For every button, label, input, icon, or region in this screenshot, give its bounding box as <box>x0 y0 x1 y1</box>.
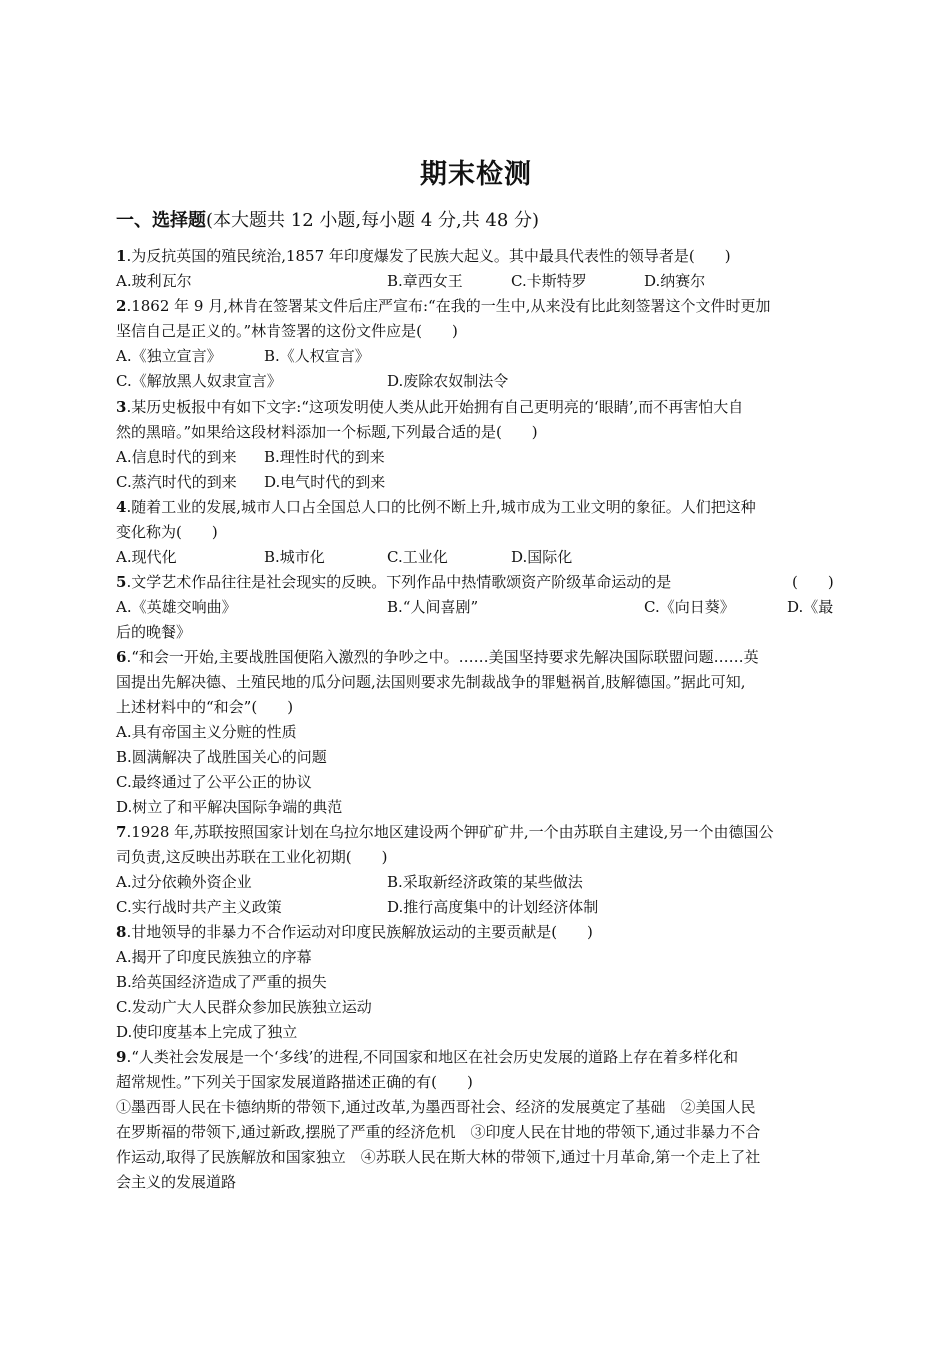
q5-answer-paren: ( ) <box>792 573 834 591</box>
q7-option-c: C.实行战时共产主义政策 <box>116 898 282 916</box>
q6-option-d: D.树立了和平解决国际争端的典范 <box>116 798 343 816</box>
question-number: 1 <box>116 247 127 265</box>
question-8-stem <box>116 922 593 942</box>
question-5-stem <box>116 572 671 592</box>
question-1-stem <box>116 246 731 266</box>
question-6-stem-cont: 上述材料中的“和会”( ) <box>116 698 294 716</box>
q5-option-b: B.“人间喜剧” <box>387 598 479 616</box>
question-text: .1928 年,苏联按照国家计划在乌拉尔地区建设两个钾矿矿井,一个由苏联自主建设,另一个由德国公 <box>126 823 774 841</box>
question-number: 2 <box>116 297 127 315</box>
q1-option-d: D.纳赛尔 <box>644 272 706 290</box>
page-title: 期末检测 <box>420 159 532 190</box>
question-number: 4 <box>116 498 127 516</box>
question-9-stem-cont: 超常规性。”下列关于国家发展道路描述正确的有( ) <box>116 1073 473 1091</box>
question-text: .随着工业的发展,城市人口占全国总人口的比例不断上升,城市成为工业文明的象征。人们把这种 <box>126 498 756 516</box>
q4-option-b: B.城市化 <box>264 548 325 566</box>
question-number: 7 <box>116 823 127 841</box>
question-number: 8 <box>116 923 127 941</box>
question-6-stem-cont: 国提出先解决德、土殖民地的瓜分问题,法国则要求先制裁战争的罪魁祸首,肢解德国。”据此可知, <box>116 673 746 691</box>
question-number: 9 <box>116 1048 127 1066</box>
section-heading <box>116 206 539 232</box>
question-text: .甘地领导的非暴力不合作运动对印度民族解放运动的主要贡献是( ) <box>126 923 593 941</box>
q5-option-d-cont: 后的晚餐》 <box>116 623 192 641</box>
q1-option-b: B.章西女王 <box>387 272 463 290</box>
question-text: .某历史板报中有如下文字:“这项发明使人类从此开始拥有自己更明亮的‘眼睛’,而不再害怕大自 <box>126 398 744 416</box>
q7-option-b: B.采取新经济政策的某些做法 <box>387 873 583 891</box>
q8-option-d: D.使印度基本上完成了独立 <box>116 1023 298 1041</box>
q5-option-c: C.《向日葵》 <box>644 598 735 616</box>
question-2-stem <box>116 296 771 316</box>
q5-option-d: D.《最 <box>787 598 834 616</box>
question-text: .为反抗英国的殖民统治,1857 年印度爆发了民族大起义。其中最具代表性的领导者是( ) <box>126 247 731 265</box>
question-number: 6 <box>116 648 127 666</box>
q6-option-c: C.最终通过了公平公正的协议 <box>116 773 312 791</box>
q8-option-c: C.发动广大人民群众参加民族独立运动 <box>116 998 372 1016</box>
q5-option-a: A.《英雄交响曲》 <box>116 598 237 616</box>
question-number: 5 <box>116 573 127 591</box>
question-text: .1862 年 9 月,林肯在签署某文件后庄严宣布:“在我的一生中,从来没有比此刻签署这个文件时更加 <box>126 297 771 315</box>
question-number: 3 <box>116 398 127 416</box>
section-note: (本大题共 12 小题,每小题 4 分,共 48 分) <box>206 210 540 231</box>
question-7-stem <box>116 822 773 842</box>
question-9-statements: 在罗斯福的带领下,通过新政,摆脱了严重的经济危机 ③印度人民在甘地的带领下,通过非暴力不合 <box>116 1123 761 1141</box>
q7-option-d: D.推行高度集中的计划经济体制 <box>387 898 599 916</box>
q2-option-b: B.《人权宣言》 <box>264 347 370 365</box>
q7-option-a: A.过分依赖外资企业 <box>116 873 252 891</box>
q2-option-a: A.《独立宣言》 <box>116 347 222 365</box>
section-title: 一、选择题 <box>116 210 206 231</box>
q2-option-d: D.废除农奴制法令 <box>387 372 509 390</box>
q3-option-c: C.蒸汽时代的到来 <box>116 473 237 491</box>
question-9-stem <box>116 1047 738 1067</box>
question-9-statements: ①墨西哥人民在卡德纳斯的带领下,通过改革,为墨西哥社会、经济的发展奠定了基础 ②美国人民 <box>116 1098 756 1116</box>
question-3-stem-cont: 然的黑暗。”如果给这段材料添加一个标题,下列最合适的是( ) <box>116 423 538 441</box>
q3-option-a: A.信息时代的到来 <box>116 448 237 466</box>
q3-option-b: B.理性时代的到来 <box>264 448 385 466</box>
q6-option-a: A.具有帝国主义分赃的性质 <box>116 723 297 741</box>
q3-option-d: D.电气时代的到来 <box>264 473 386 491</box>
q8-option-b: B.给英国经济造成了严重的损失 <box>116 973 327 991</box>
q4-option-a: A.现代化 <box>116 548 177 566</box>
q8-option-a: A.揭开了印度民族独立的序幕 <box>116 948 312 966</box>
q4-option-d: D.国际化 <box>511 548 573 566</box>
q2-option-c: C.《解放黑人奴隶宣言》 <box>116 372 282 390</box>
q6-option-b: B.圆满解决了战胜国关心的问题 <box>116 748 327 766</box>
question-9-statements: 会主义的发展道路 <box>116 1173 237 1191</box>
question-9-statements: 作运动,取得了民族解放和国家独立 ④苏联人民在斯大林的带领下,通过十月革命,第一个走上了社 <box>116 1148 761 1166</box>
question-3-stem <box>116 397 743 417</box>
question-text: .文学艺术作品往往是社会现实的反映。下列作品中热情歌颂资产阶级革命运动的是 <box>126 573 672 591</box>
question-text: .“和会一开始,主要战胜国便陷入激烈的争吵之中。……美国坚持要求先解决国际联盟问题……英 <box>126 648 759 666</box>
q4-option-c: C.工业化 <box>387 548 448 566</box>
question-2-stem-cont: 坚信自己是正义的。”林肯签署的这份文件应是( ) <box>116 322 458 340</box>
q1-option-a: A.玻利瓦尔 <box>116 272 192 290</box>
question-7-stem-cont: 司负责,这反映出苏联在工业化初期( ) <box>116 848 388 866</box>
q1-option-c: C.卡斯特罗 <box>511 272 587 290</box>
question-6-stem <box>116 647 759 667</box>
question-4-stem-cont: 变化称为( ) <box>116 523 218 541</box>
question-text: .“人类社会发展是一个‘多线’的进程,不同国家和地区在社会历史发展的道路上存在着多样化和 <box>126 1048 739 1066</box>
question-4-stem <box>116 497 756 517</box>
